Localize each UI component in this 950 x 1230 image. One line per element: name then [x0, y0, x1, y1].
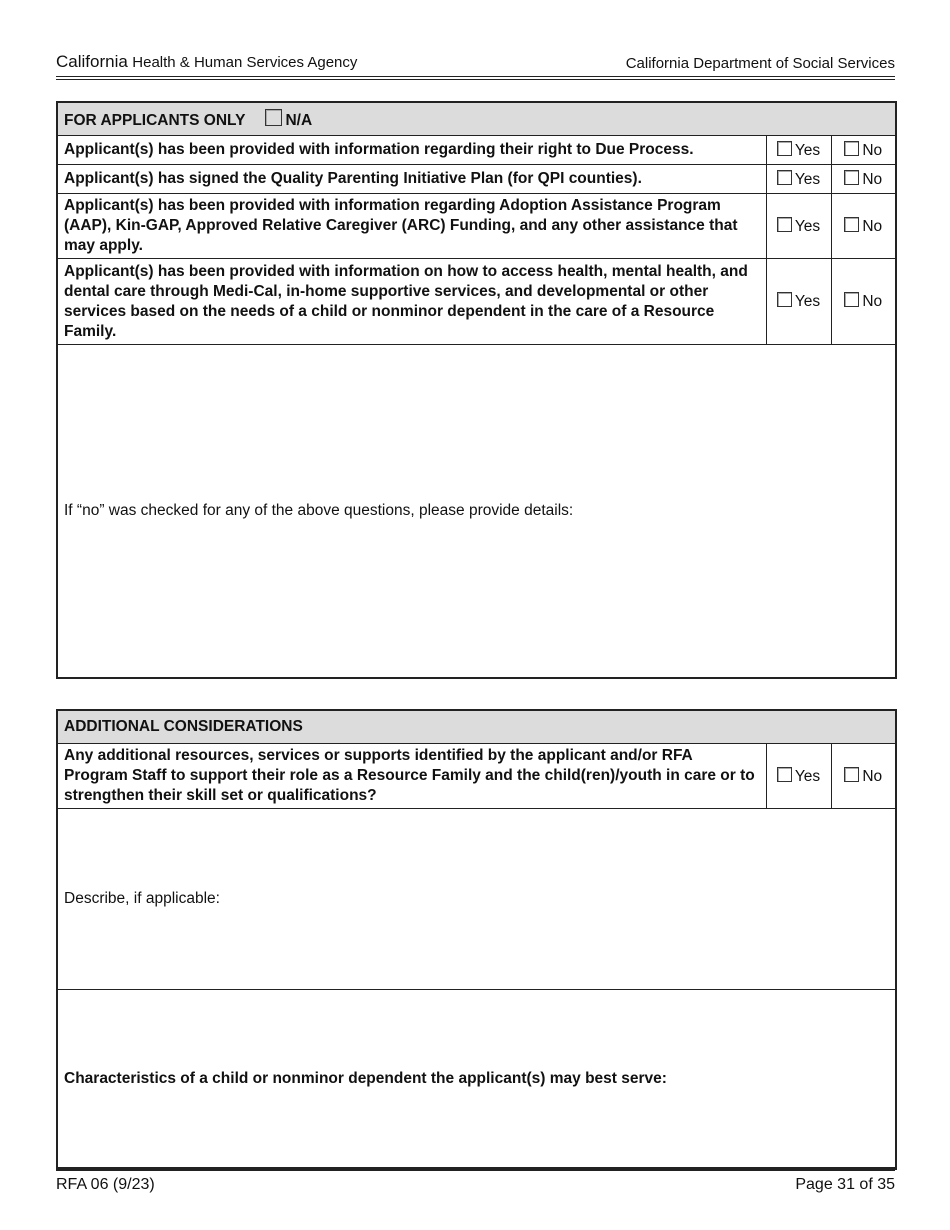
health-yes-checkbox[interactable]: Yes — [766, 259, 831, 345]
aap-yes-checkbox[interactable]: Yes — [766, 194, 831, 259]
page-footer — [56, 1176, 895, 1194]
question-health-services: Applicant(s) has been provided with information on how to access health, mental health, and dental care through Medi-Cal, in-home supportive services, and developmental or other services based on the needs of a child or nonminor dependent in the care of a Resource Family. — [57, 259, 766, 345]
checkbox-icon — [777, 292, 792, 307]
question-adoption-assistance: Applicant(s) has been provided with information regarding Adoption Assistance Program (AAP), Kin-GAP, Approved Relative Caregiver (ARC) Funding, and any other assistance that may apply. — [57, 194, 766, 259]
header-rule-bottom — [56, 79, 895, 80]
aap-no-checkbox[interactable]: No — [831, 194, 896, 259]
agency-state: California — [56, 52, 128, 71]
department-name: California Department of Social Services — [625, 55, 895, 72]
details-field[interactable] — [57, 345, 896, 678]
question-due-process: Applicant(s) has been provided with information regarding their right to Due Process. — [57, 136, 766, 165]
describe-field[interactable] — [57, 809, 896, 990]
checkbox-icon — [777, 141, 792, 156]
characteristics-prompt: Characteristics of a child or nonminor dependent the applicant(s) may best serve: — [64, 1069, 667, 1087]
na-checkbox[interactable] — [265, 112, 312, 129]
additional-no-checkbox[interactable]: No — [831, 744, 896, 809]
additional-section-header — [57, 710, 896, 744]
checkbox-icon — [777, 217, 792, 232]
describe-prompt: Describe, if applicable: — [64, 890, 220, 907]
due-process-yes-checkbox[interactable]: Yes — [766, 136, 831, 165]
checkbox-icon — [844, 292, 859, 307]
agency-subtitle: Health & Human Services Agency — [132, 54, 358, 71]
additional-table — [56, 709, 897, 1170]
na-label: N/A — [285, 111, 313, 129]
checkbox-icon — [777, 170, 792, 185]
checkbox-icon — [844, 141, 859, 156]
applicants-table — [56, 101, 897, 679]
page-header — [56, 52, 895, 72]
qpi-yes-checkbox[interactable]: Yes — [766, 165, 831, 194]
due-process-no-checkbox[interactable]: No — [831, 136, 896, 165]
checkbox-icon — [844, 217, 859, 232]
question-qpi-plan: Applicant(s) has signed the Quality Parenting Initiative Plan (for QPI counties). — [57, 165, 766, 194]
additional-section-title: ADDITIONAL CONSIDERATIONS — [64, 718, 303, 735]
agency-name — [56, 52, 357, 72]
qpi-no-checkbox[interactable]: No — [831, 165, 896, 194]
footer-rule-bottom — [56, 1170, 895, 1171]
question-additional-resources: Any additional resources, services or supports identified by the applicant and/or RFA Program Staff to support their role as a Resource Family and the child(ren)/youth in care or to strengthen their skill set or qualifications? — [57, 744, 766, 809]
form-id: RFA 06 (9/23) — [56, 1176, 155, 1193]
checkbox-icon — [265, 109, 282, 126]
header-rule-top — [56, 76, 895, 77]
page-number: Page 31 of 35 — [795, 1176, 895, 1193]
additional-yes-checkbox[interactable]: Yes — [766, 744, 831, 809]
footer-rule-top — [56, 1167, 895, 1168]
checkbox-icon — [844, 767, 859, 782]
checkbox-icon — [844, 170, 859, 185]
health-no-checkbox[interactable]: No — [831, 259, 896, 345]
applicants-section-title: FOR APPLICANTS ONLY — [64, 111, 246, 129]
checkbox-icon — [777, 767, 792, 782]
characteristics-field[interactable] — [57, 990, 896, 1169]
details-prompt: If “no” was checked for any of the above questions, please provide details: — [64, 501, 574, 519]
applicants-section-header — [57, 102, 896, 136]
